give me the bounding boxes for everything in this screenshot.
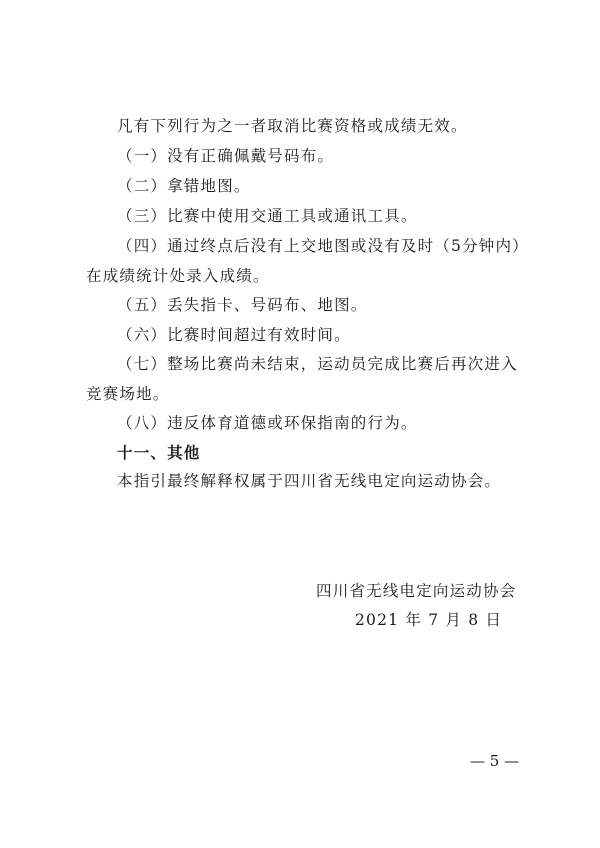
rule-item-5: （五）丢失指卡、号码布、地图。 (117, 296, 368, 314)
paragraph-intro: 凡有下列行为之一者取消比赛资格或成绩无效。 (117, 117, 468, 135)
final-note: 本指引最终解释权属于四川省无线电定向运动协会。 (117, 472, 502, 490)
signature-organization: 四川省无线电定向运动协会 (316, 582, 517, 600)
page-number: — 5 — (470, 752, 520, 770)
rule-item-4: （四）通过终点后没有上交地图或没有及时（5分钟内）在成绩统计处录入成绩。 (86, 237, 522, 285)
section-heading: 十一、其他 (117, 443, 201, 462)
rule-item-6: （六）比赛时间超过有效时间。 (117, 326, 351, 344)
signature-date: 2021 年 7 月 8 日 (355, 611, 503, 629)
rule-item-8: （八）违反体育道德或环保指南的行为。 (117, 414, 418, 432)
rule-item-7: （七）整场比赛尚未结束，运动员完成比赛后再次进入竞赛场地。 (86, 355, 518, 403)
rule-item-3: （三）比赛中使用交通工具或通讯工具。 (117, 207, 418, 225)
rule-item-1: （一）没有正确佩戴号码布。 (117, 147, 335, 165)
rule-item-2: （二）拿错地图。 (117, 177, 251, 195)
